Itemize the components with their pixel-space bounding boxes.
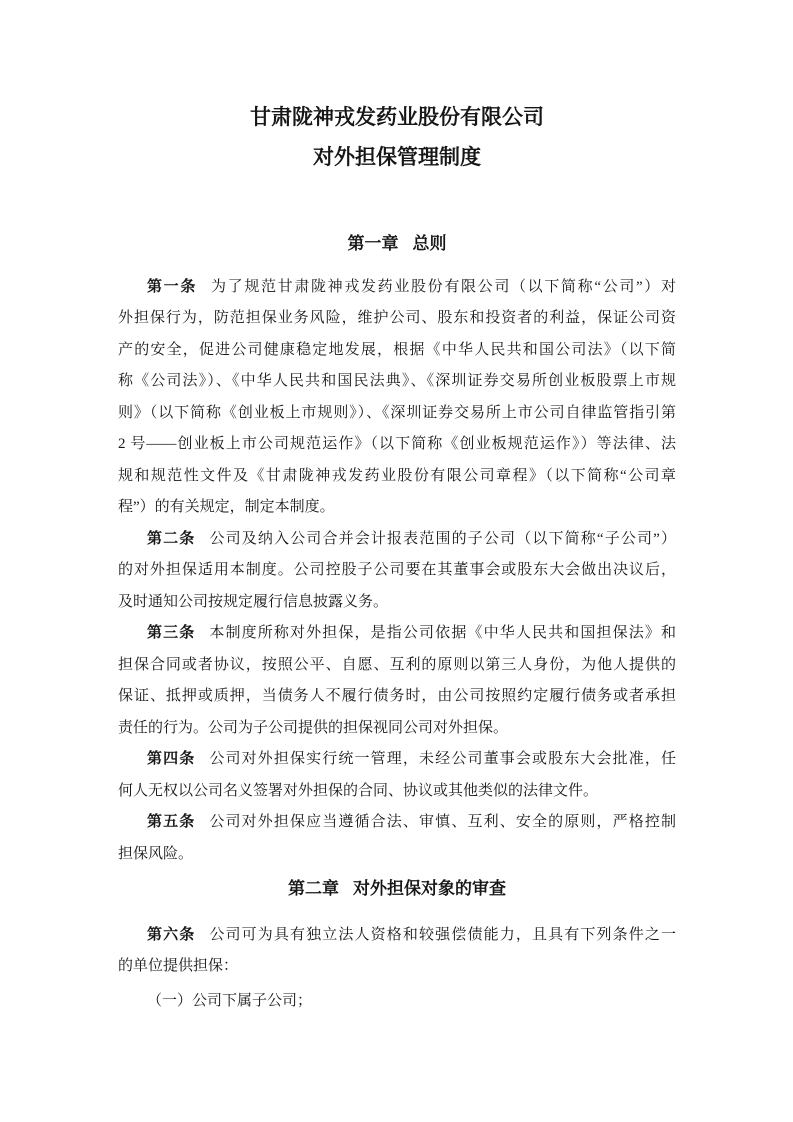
article-paragraph bbox=[118, 524, 676, 619]
article-line: 保证、抵押或质押，当债务人不履行债务时，由公司按照约定履行债务或者承担 bbox=[118, 688, 676, 704]
article-line: 外担保行为，防范担保业务风险，维护公司、股东和投资者的利益，保证公司资 bbox=[118, 310, 676, 326]
article-line bbox=[118, 920, 676, 952]
article-line bbox=[118, 618, 676, 650]
article-paragraph bbox=[118, 920, 676, 983]
article-line: 程”）的有关规定，制定本制度。 bbox=[118, 499, 335, 515]
chapter-number: 第二章 bbox=[288, 879, 339, 898]
chapter-title: 总则 bbox=[412, 234, 447, 253]
article-line: 担保合同或者协议，按照公平、自愿、互利的原则以第三人身份，为他人提供的 bbox=[118, 656, 676, 673]
chapter-title: 对外担保对象的审查 bbox=[353, 879, 506, 898]
list-item: （一）公司下属子公司； bbox=[147, 992, 313, 1009]
article-line: 2 号——创业板上市公司规范运作》（以下简称《创业板规范运作》）等法律、法 bbox=[118, 436, 676, 452]
article-line bbox=[118, 524, 676, 556]
chapter-heading bbox=[118, 873, 676, 905]
article-line bbox=[118, 272, 676, 304]
article-line: 则》（以下简称《创业板上市规则》）、《深圳证券交易所上市公司自律监管指引第 bbox=[118, 404, 676, 421]
article-paragraph bbox=[118, 744, 676, 807]
article-line: 规和规范性文件及《甘肃陇神戎发药业股份有限公司章程》（以下简称“公司章 bbox=[118, 467, 676, 484]
article-line: 产的安全，促进公司健康稳定地发展，根据《中华人民共和国公司法》（以下简 bbox=[118, 341, 676, 358]
article-line: 担保风险。 bbox=[118, 845, 194, 862]
article-number: 第三条 bbox=[147, 625, 196, 641]
article-line: 责任的行为。公司为子公司提供的担保视同公司对外担保。 bbox=[118, 719, 509, 736]
article-line bbox=[118, 807, 676, 839]
article-text: 为了规范甘肃陇神戎发药业股份有限公司（以下简称“公司”）对 bbox=[211, 278, 676, 295]
article-number: 第二条 bbox=[147, 530, 196, 547]
article-text: 公司对外担保实行统一管理，未经公司董事会或股东大会批准，任 bbox=[209, 751, 676, 767]
document-content bbox=[118, 0, 676, 1017]
article-number: 第一条 bbox=[147, 278, 197, 295]
article-line: 何人无权以公司名义签署对外担保的合同、协议或其他类似的法律文件。 bbox=[118, 782, 599, 799]
chapter-number: 第一章 bbox=[347, 234, 399, 253]
article-line bbox=[118, 744, 676, 776]
article-line: 及时通知公司按规定履行信息披露义务。 bbox=[118, 593, 389, 610]
chapter-heading bbox=[118, 228, 676, 260]
article-paragraph bbox=[118, 807, 676, 870]
article-line: 的单位提供担保： bbox=[118, 958, 239, 974]
article-line: 称《公司法》）、《中华人民共和国民法典》、《深圳证券交易所创业板股票上市规 bbox=[118, 373, 676, 389]
article-number: 第五条 bbox=[147, 814, 196, 830]
article-paragraph bbox=[118, 272, 676, 524]
doc-title-line-1: 甘肃陇神戎发药业股份有限公司 bbox=[250, 105, 544, 129]
article-number: 第四条 bbox=[147, 751, 196, 767]
article-text: 公司及纳入公司合并会计报表范围的子公司（以下简称“子公司”） bbox=[209, 530, 676, 547]
document-body bbox=[118, 228, 676, 1017]
article-paragraph bbox=[118, 618, 676, 744]
article-text: 本制度所称对外担保，是指公司依据《中华人民共和国担保法》和 bbox=[209, 625, 676, 641]
article-text: 公司对外担保应当遵循合法、审慎、互利、安全的原则，严格控制 bbox=[209, 814, 676, 830]
article-line: 的对外担保适用本制度。公司控股子公司要在其董事会或股东大会做出决议后， bbox=[118, 562, 676, 578]
article-number: 第六条 bbox=[147, 926, 196, 943]
article-text: 公司可为具有独立法人资格和较强偿债能力，且具有下列条件之一 bbox=[209, 926, 676, 943]
doc-title-line-2: 对外担保管理制度 bbox=[313, 145, 481, 169]
